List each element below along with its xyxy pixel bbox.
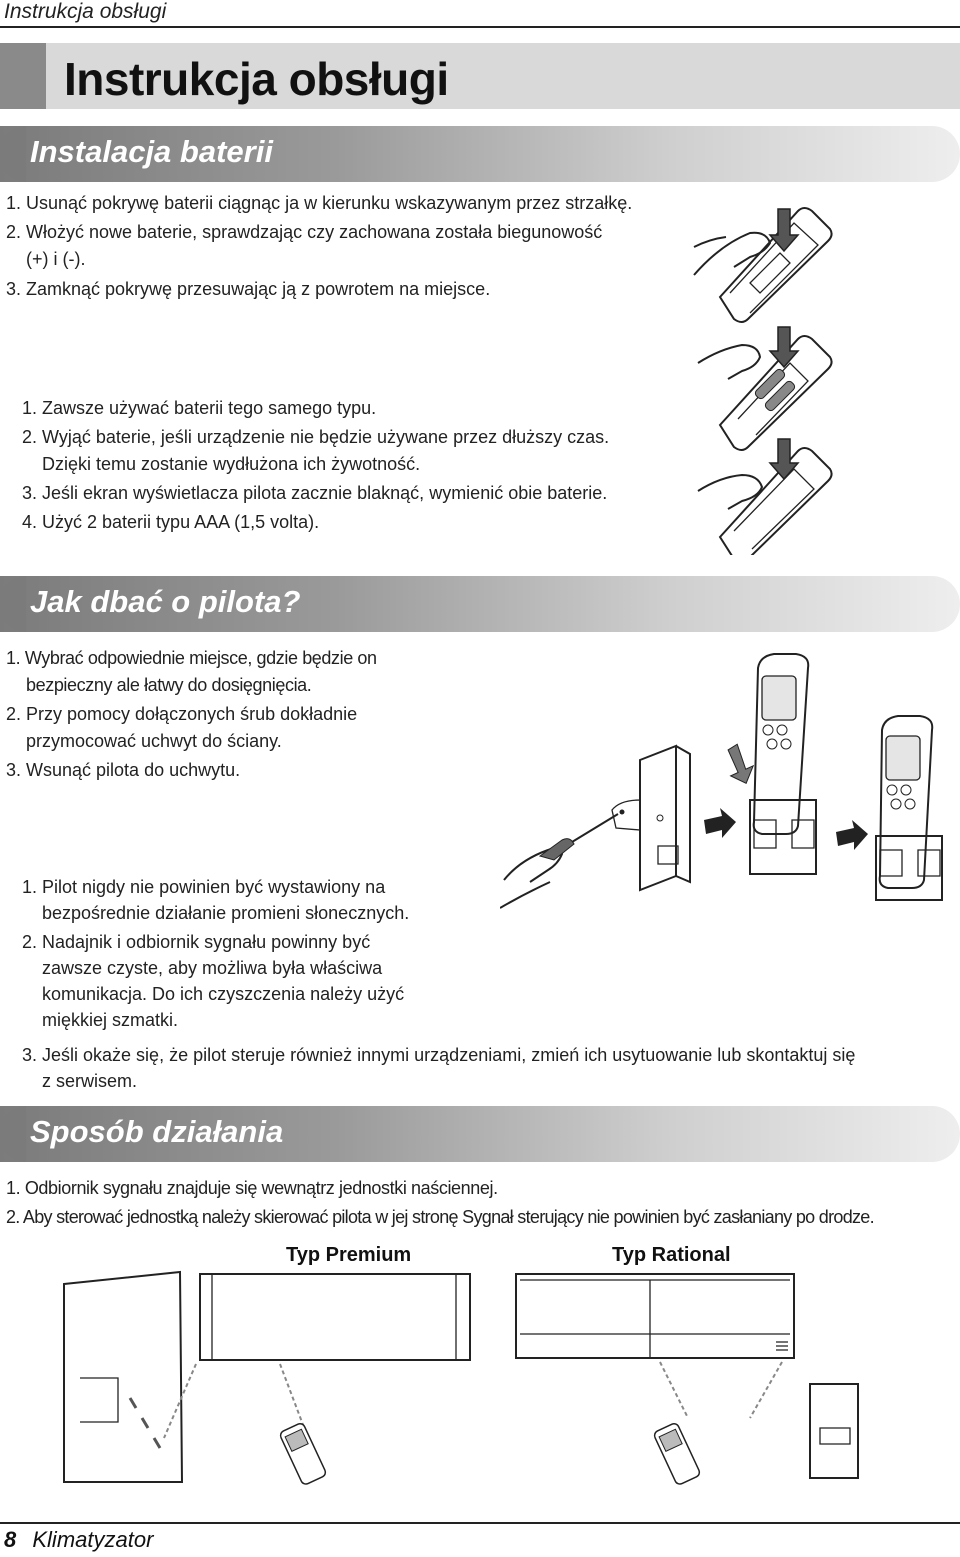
rational-unit-illustration (510, 1268, 950, 1490)
care-note-1: 1. Pilot nigdy nie powinien być wystawiony na (22, 877, 386, 897)
screwdriver-hand-illustration (500, 810, 625, 909)
remote-in-holder-illustration (750, 654, 816, 874)
remote-mounted-illustration (876, 716, 942, 900)
battery-note-2: 2. Wyjąć baterie, jeśli urządzenie nie będzie używane przez dłuższy czas. (22, 427, 610, 447)
battery-replacement-illustration (690, 195, 840, 555)
battery-note-1: 1. Zawsze używać baterii tego samego typu. (22, 398, 377, 418)
footer-rule (0, 1522, 960, 1524)
care-note-2-cont: komunikacja. Do ich czyszczenia należy użyć (42, 984, 405, 1004)
battery-step-1: 1. Usunąć pokrywę baterii ciągnąc ja w kierunku wskazywanym przez strzałkę. (6, 193, 633, 213)
care-note-3-cont: z serwisem. (42, 1071, 138, 1091)
care-step-1-cont: bezpieczny ale łatwy do dosięgnięcia. (26, 675, 312, 695)
remote-control-rational (653, 1422, 701, 1486)
care-step-3: 3. Wsunąć pilota do uchwytu. (6, 760, 241, 780)
right-arrow-icon (836, 820, 868, 850)
battery-step-2: 2. Włożyć nowe baterie, sprawdzając czy zachowana została biegunowość (6, 222, 603, 242)
section-title-battery: Instalacja baterii (30, 134, 273, 169)
title-accent (0, 43, 46, 109)
section-title-operation: Sposób działania (30, 1114, 284, 1149)
battery-step-2-cont: (+) i (-). (26, 249, 86, 269)
down-arrow-icon (725, 742, 756, 786)
care-note-1-cont: bezpośrednie działanie promieni słonecznych. (42, 903, 410, 923)
remote-insert-battery-illustration (698, 327, 832, 450)
remote-holder-illustration (500, 650, 955, 940)
premium-unit-illustration (60, 1268, 480, 1490)
header-rule (0, 26, 960, 28)
right-arrow-icon (704, 808, 736, 838)
page-number: 8 (4, 1527, 17, 1552)
care-step-2: 2. Przy pomocy dołączonych śrub dokładnie (6, 704, 358, 724)
wall-holder-illustration (612, 746, 690, 890)
remote-close-cover-illustration (698, 439, 832, 555)
caption-rational: Typ Rational (612, 1244, 731, 1266)
page-title: Instrukcja obsługi (64, 53, 449, 105)
battery-note-3: 3. Jeśli ekran wyświetlacza pilota zacznie blaknąć, wymienić obie baterie. (22, 483, 608, 503)
indoor-unit-premium (200, 1274, 470, 1360)
care-step-2-cont: przymocować uchwyt do ściany. (26, 731, 282, 751)
care-note-2: 2. Nadajnik i odbiornik sygnału powinny być (22, 932, 371, 952)
running-header: Instrukcja obsługi (4, 0, 167, 23)
operation-step-1: 1. Odbiornik sygnału znajduje się wewnątrz jednostki naściennej. (6, 1178, 498, 1198)
footer (4, 1527, 153, 1553)
care-note-2-cont: zawsze czyste, aby możliwa była właściwa (42, 958, 383, 978)
operation-step-2: 2. Aby sterować jednostką należy skierować pilota w jej stronę Sygnał sterujący nie powinien być zasłaniany po drodze. (6, 1207, 874, 1227)
remote-open-cover-illustration (694, 208, 832, 322)
care-note-3: 3. Jeśli okaże się, że pilot steruje również innymi urządzeniami, zmień ich usytuowanie lub skontaktuj się (22, 1045, 856, 1065)
battery-note-2-cont: Dzięki temu zostanie wydłużona ich żywotność. (42, 454, 421, 474)
remote-control-premium (279, 1422, 327, 1486)
footer-product: Klimatyzator (32, 1527, 154, 1552)
indoor-unit-rational (516, 1274, 794, 1358)
caption-premium: Typ Premium (286, 1244, 412, 1266)
care-note-2-cont: miękkiej szmatki. (42, 1010, 179, 1030)
battery-step-3: 3. Zamknąć pokrywę przesuwając ją z powrotem na miejsce. (6, 279, 491, 299)
care-step-1: 1. Wybrać odpowiednie miejsce, gdzie będzie on (6, 648, 377, 668)
section-title-care: Jak dbać o pilota? (30, 584, 301, 619)
battery-note-4: 4. Użyć 2 baterii typu AAA (1,5 volta). (22, 512, 320, 532)
